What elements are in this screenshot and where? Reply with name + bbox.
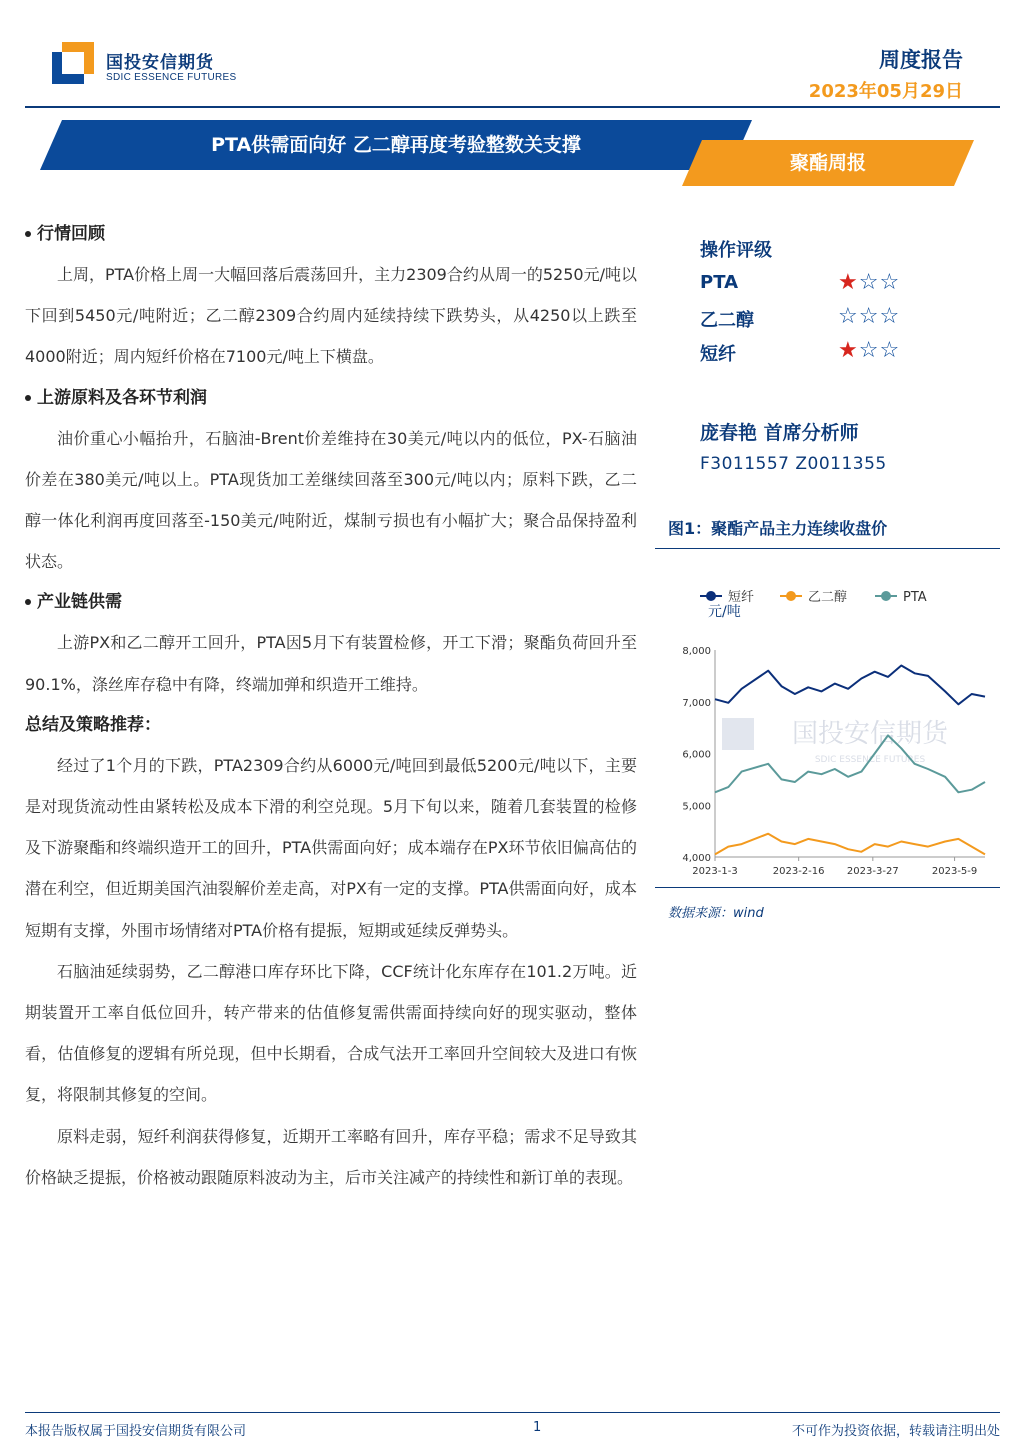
section-heading: 上游原料及各环节利润 (25, 378, 637, 418)
report-title: PTA供需面向好 乙二醇再度考验整数关支撑 (211, 134, 581, 156)
figure-divider (655, 887, 1000, 888)
paragraph: 上周，PTA价格上周一大幅回落后震荡回升，主力2309合约从周一的5250元/吨以下回到5450元/吨附近；乙二醇2309合约周内延续持续下跌势头，从4250以上跌至4000附近；周内短纤价格在7100元/吨上下横盘。 (25, 265, 637, 367)
x-tick-label: 2023-3-27 (846, 866, 899, 877)
copyright-notice: 本报告版权属于国投安信期货有限公司 (25, 1424, 247, 1439)
section-heading: 产业链供需 (25, 582, 637, 622)
rating-name: PTA (700, 272, 739, 293)
rating-name: 短纤 (700, 344, 736, 365)
figure-divider (655, 548, 1000, 549)
report-type: 周度报告 (879, 48, 963, 72)
bullet-icon (25, 395, 31, 401)
paragraph: 经过了1个月的下跌，PTA2309合约从6000元/吨回到最低5200元/吨以下，主要是对现货流动性由紧转松及成本下滑的利空兑现。5月下旬以来，随着几套装置的检修及下游聚酯和终端织造开工的回升，PTA供需面向好；成本端存在PX环节依旧偏高估的潜在利空，但近期美国汽油裂解价差走高，对PX有一定的支撑。PTA供需面向好，成本短期有支撑，外围市场情绪对PTA价格有提振，短期或延续反弹势头。 (25, 755, 637, 940)
figure-title: 图1：聚酯产品主力连续收盘价 (668, 519, 888, 538)
section-heading: 行情回顾 (25, 214, 637, 254)
x-tick-label: 2023-5-9 (931, 866, 978, 877)
y-tick-label: 8,000 (682, 646, 711, 657)
legend-label: 短纤 (728, 590, 755, 605)
rating-name: 乙二醇 (700, 310, 754, 331)
series-line (715, 666, 985, 705)
star-rating-icon: ☆☆☆ (838, 304, 901, 329)
price-line-chart (660, 570, 1000, 885)
legend-marker (786, 591, 796, 601)
y-tick-label: 6,000 (682, 749, 711, 761)
watermark-logo (722, 718, 754, 750)
x-tick-label: 2023-1-3 (692, 866, 738, 877)
header-divider (25, 106, 1000, 108)
data-source: 数据来源：wind (668, 906, 764, 921)
report-subtitle: 聚酯周报 (789, 152, 866, 174)
footer-divider (25, 1412, 1000, 1413)
legend-label: 乙二醇 (808, 590, 848, 605)
paragraph: 石脑油延续弱势，乙二醇港口库存环比下降，CCF统计化东库存在101.2万吨。近期装置开工率自低位回升，转产带来的估值修复需供需面持续向好的现实驱动，整体看，估值修复的逻辑有所兑现，但中长期看，合成气法开工率回升空间较大及进口有恢复，将限制其修复的空间。 (25, 961, 637, 1105)
section-heading: 总结及策略推荐： (25, 714, 161, 735)
y-tick-label: 4,000 (682, 853, 711, 864)
main-content (25, 214, 637, 1198)
rating-title: 操作评级 (700, 240, 772, 261)
series-line (715, 834, 985, 855)
paragraph: 上游PX和乙二醇开工回升，PTA因5月下有装置检修，开工下滑；聚酯负荷回升至90.1%，涤丝库存稳中有降，终端加弹和织造开工维持。 (25, 633, 637, 694)
company-name-cn: 国投安信期货 (106, 53, 214, 73)
analyst-name: 庞春艳 首席分析师 (700, 422, 859, 444)
company-logo (52, 42, 96, 84)
page-number: 1 (533, 1420, 542, 1435)
bullet-icon (25, 599, 31, 605)
legend-marker (706, 591, 716, 601)
rating-row-psf (700, 338, 910, 368)
watermark-text: 国投安信期货 (791, 719, 949, 749)
star-rating-icon: ★☆☆ (838, 270, 901, 295)
watermark-text-en: SDIC ESSENCE FUTURES (814, 755, 926, 765)
y-axis-label: 元/吨 (708, 604, 741, 620)
x-tick-label: 2023-2-16 (772, 866, 825, 877)
y-tick-label: 7,000 (682, 697, 711, 709)
legend-label: PTA (903, 590, 927, 605)
analyst-codes: F3011557 Z0011355 (700, 454, 887, 474)
rating-row-meg (700, 304, 910, 334)
report-date: 2023年05月29日 (808, 81, 963, 102)
y-tick-label: 5,000 (682, 801, 711, 813)
company-name-en: SDIC ESSENCE FUTURES (106, 72, 237, 83)
star-rating-icon: ★☆☆ (838, 338, 901, 363)
paragraph: 原料走弱，短纤利润获得修复，近期开工率略有回升，库存平稳；需求不足导致其价格缺乏提振，价格被动跟随原料波动为主，后市关注减产的持续性和新订单的表现。 (25, 1126, 637, 1187)
rating-row-pta (700, 270, 910, 300)
paragraph: 油价重心小幅抬升，石脑油-Brent价差维持在30美元/吨以内的低位，PX-石脑油价差在380美元/吨以上。PTA现货加工差继续回落至300元/吨以内；原料下跌，乙二醇一体化利润再度回落至-150美元/吨附近，煤制亏损也有小幅扩大；聚合品保持盈利状态。 (25, 428, 637, 572)
disclaimer: 不可作为投资依据，转载请注明出处 (791, 1424, 1000, 1439)
bullet-icon (25, 231, 31, 237)
legend-marker (881, 591, 891, 601)
